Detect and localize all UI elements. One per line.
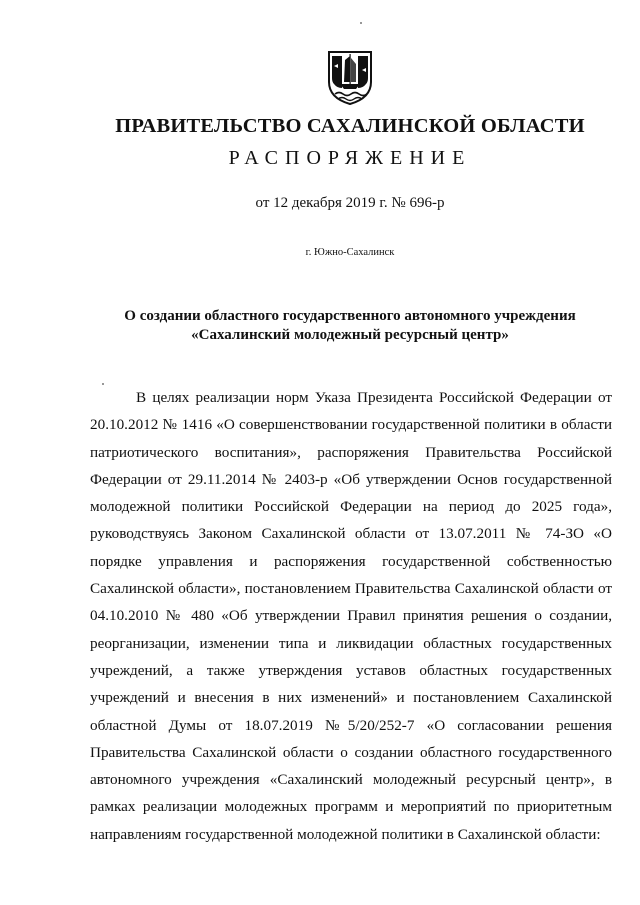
scan-speck — [360, 22, 362, 24]
document-date-number: от 12 декабря 2019 г. № 696-р — [255, 195, 445, 211]
subject-line-2: «Сахалинский молодежный ресурсный центр» — [191, 327, 509, 343]
coat-of-arms-icon — [325, 48, 375, 106]
document-city: г. Южно-Сахалинск — [305, 247, 395, 258]
document-type: РАСПОРЯЖЕНИЕ — [228, 147, 472, 169]
body-paragraph: В целях реализации норм Указа Президента Российской Федерации от 20.10.2012 № 1416 «О совершенствовании государственной политики в области патриотического воспитания», распоряжения Правительства Российской Федерации от 29.11.2014 № 2403-р «Об утверждении Основ государственной молодежной политики Российской Федерации на период до 2025 года», руководствуясь Законом Сахалинской области от 13.07.2011 № 74-ЗО «О порядке управления и распоряжения государственной собственностью Сахалинской области», постановлением Правительства Сахалинской области от 04.10.2010 № 480 «Об утверждении Правил принятия решения о создании, реорганизации, изменении типа и ликвидации областных государственных учреждений, а также утверждения уставов областных государственных учреждений и внесения в них изменений» и постановлением Сахалинской областной Думы от 18.07.2019 №5/20/252-7 «О согласовании решения Правительства Сахалинской области о создании областного государственного автономного учреждения «Сахалинский молодежный ресурсный центр», в рамках реализации молодежных программ и мероприятий по приоритетным направлениям государственной молодежной политики в Сахалинской области: — [90, 389, 612, 843]
scan-speck — [102, 383, 104, 385]
subject-line-1: О создании областного государственного автономного учреждения — [124, 308, 576, 324]
organization-title: ПРАВИТЕЛЬСТВО САХАЛИНСКОЙ ОБЛАСТИ — [115, 115, 585, 137]
document-subject — [90, 307, 610, 345]
